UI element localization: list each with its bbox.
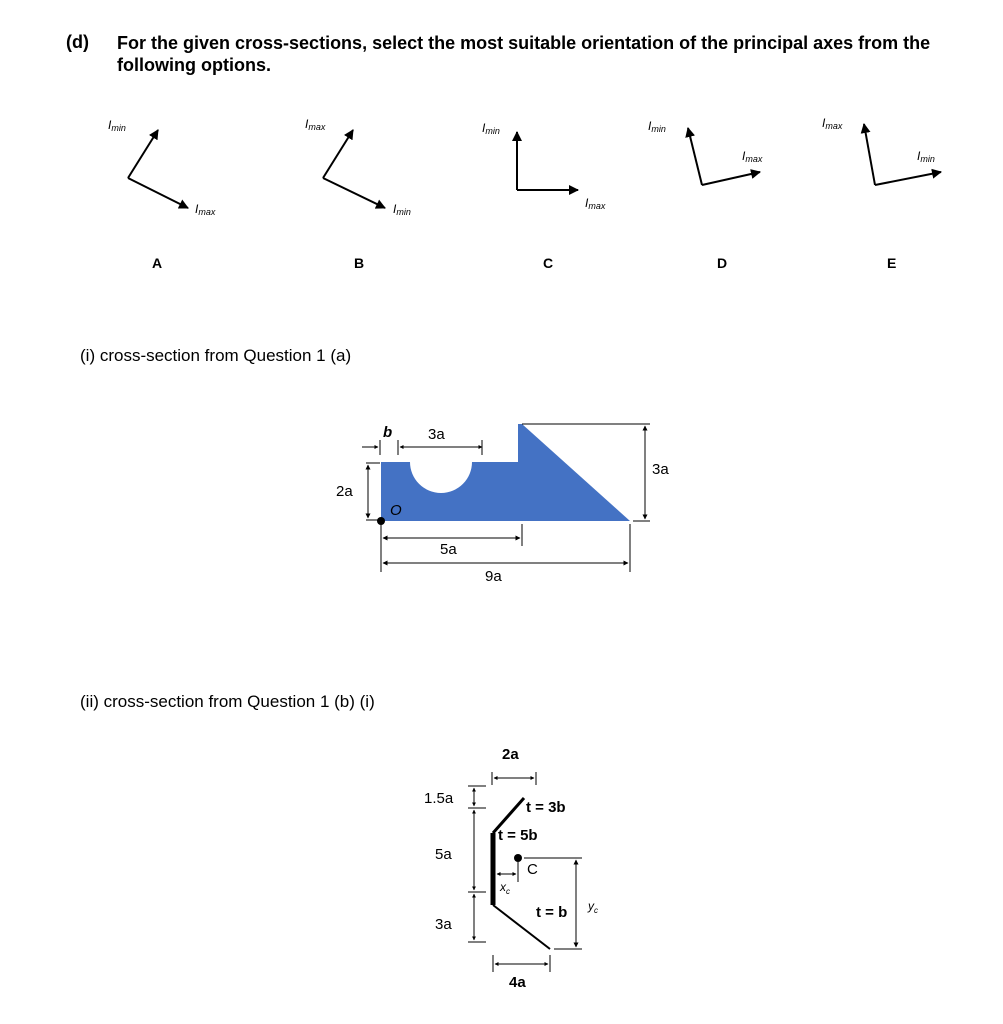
svg-text:Imin <box>108 118 126 133</box>
option-b-short-arrow <box>323 178 385 208</box>
option-b-long-arrow <box>323 130 353 178</box>
option-b-short-sub: min <box>396 207 411 217</box>
thickness-web-label: t = 5b <box>498 827 538 844</box>
xc-sub: c <box>506 887 510 896</box>
option-b-letter: B <box>354 255 365 271</box>
xc-label: x <box>500 880 506 894</box>
option-b <box>305 117 411 271</box>
option-e-long-arrow <box>864 124 875 185</box>
option-a-short-arrow <box>128 178 188 208</box>
dim-5a-ii-label: 5a <box>435 846 452 863</box>
option-e-letter: E <box>887 255 897 271</box>
option-e-short-label: I <box>917 149 921 163</box>
svg-text:Imin <box>648 119 666 134</box>
option-c-long-sub: min <box>485 126 500 136</box>
option-e-long-label: I <box>822 116 826 130</box>
option-c <box>482 121 606 271</box>
dim-4a-label: 4a <box>509 974 526 991</box>
centroid-point <box>514 854 522 862</box>
option-c-long-label: I <box>482 121 486 135</box>
option-e <box>822 116 941 271</box>
svg-text:Imax <box>822 116 843 131</box>
cross-section-ii <box>424 746 598 991</box>
option-d-letter: D <box>717 255 728 271</box>
option-d-short-sub: max <box>745 154 763 164</box>
centroid-label: C <box>527 861 538 878</box>
cross-section-i <box>336 424 669 585</box>
svg-text:Imax <box>195 202 216 217</box>
option-c-letter: C <box>543 255 554 271</box>
option-d <box>648 119 763 271</box>
svg-text:yc <box>587 899 598 915</box>
option-a-long-sub: min <box>111 123 126 133</box>
option-d-short-arrow <box>702 172 760 185</box>
part-ii-label: (ii) cross-section from Question 1 (b) (i) <box>80 692 375 711</box>
question-label: (d) <box>66 32 89 52</box>
option-b-long-label: I <box>305 117 309 131</box>
section-i-shape <box>381 424 630 521</box>
option-b-long-sub: max <box>308 122 326 132</box>
option-d-short-label: I <box>742 149 746 163</box>
svg-text:Imax <box>305 117 326 132</box>
svg-text:Imin <box>482 121 500 136</box>
yc-sub: c <box>594 906 598 915</box>
option-d-long-arrow <box>688 128 702 185</box>
dim-3a-ii-label: 3a <box>435 916 452 933</box>
option-e-short-arrow <box>875 172 941 185</box>
part-i-label: (i) cross-section from Question 1 (a) <box>80 346 352 365</box>
option-a-long-label: I <box>108 118 112 132</box>
origin-label: O <box>390 502 402 519</box>
dim-2a-label: 2a <box>336 483 353 500</box>
option-e-short-sub: min <box>920 154 935 164</box>
thickness-top-label: t = 3b <box>526 799 566 816</box>
option-c-short-label: I <box>585 196 589 210</box>
option-a-letter: A <box>152 255 163 271</box>
option-a-long-arrow <box>128 130 158 178</box>
yc-label: y <box>588 899 594 913</box>
dim-2a-ii-label: 2a <box>502 746 519 763</box>
option-a-short-label: I <box>195 202 199 216</box>
option-e-long-sub: max <box>825 121 843 131</box>
dim-9a-label: 9a <box>485 568 502 585</box>
question-text: For the given cross-sections, select the most suitable orientation of the principal axes from the following options. <box>117 33 931 75</box>
svg-text:Imax <box>742 149 763 164</box>
option-a-short-sub: max <box>198 207 216 217</box>
dim-1-5a-label: 1.5a <box>424 790 454 807</box>
option-a <box>108 118 216 271</box>
svg-text:Imin <box>917 149 935 164</box>
thickness-bottom-label: t = b <box>536 904 568 921</box>
dim-3a-right-label: 3a <box>652 461 669 478</box>
option-b-short-label: I <box>393 202 397 216</box>
dim-b-label: b <box>383 424 393 441</box>
option-d-long-label: I <box>648 119 652 133</box>
svg-text:Imin <box>393 202 411 217</box>
option-c-short-sub: max <box>588 201 606 211</box>
svg-text:Imax <box>585 196 606 211</box>
svg-text:xc <box>499 880 510 896</box>
dim-5a-label: 5a <box>440 541 457 558</box>
option-d-long-sub: min <box>651 124 666 134</box>
dim-3a-top-label: 3a <box>428 426 445 443</box>
